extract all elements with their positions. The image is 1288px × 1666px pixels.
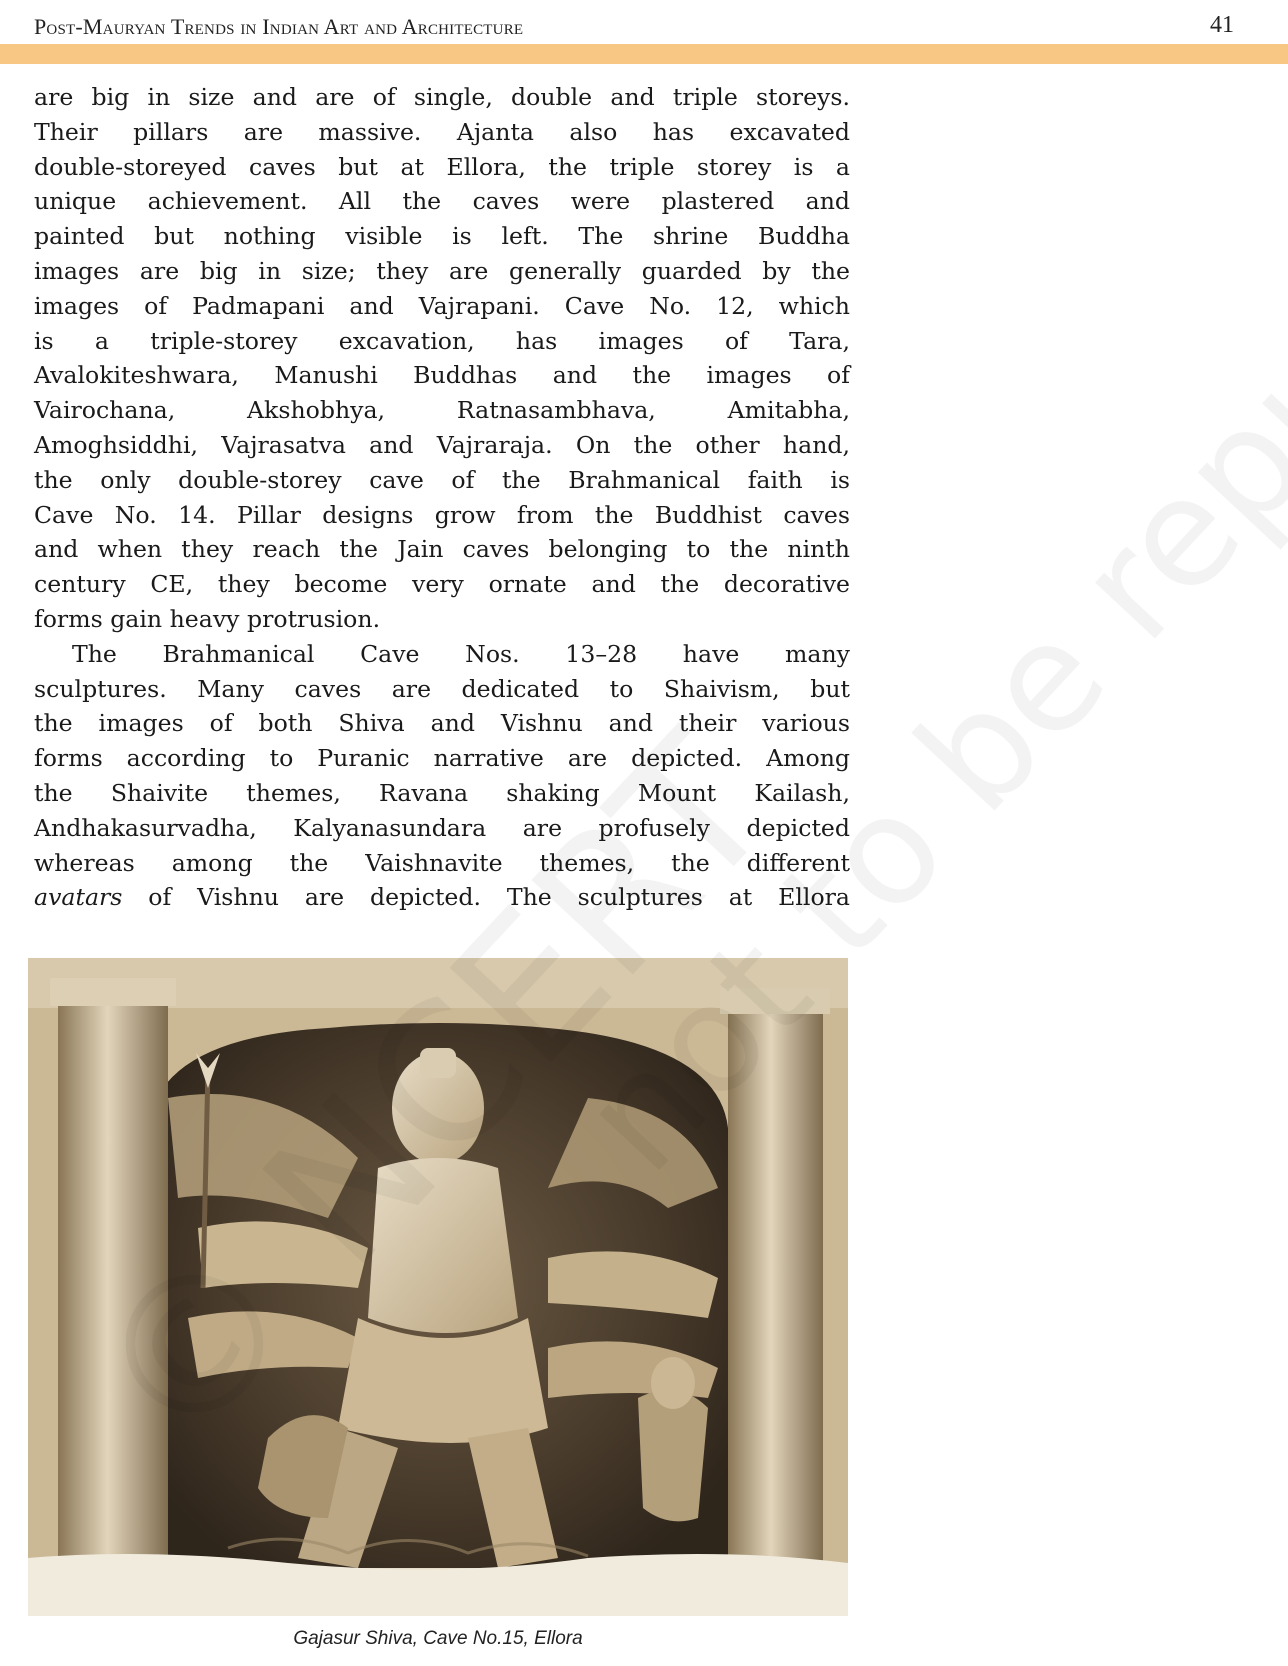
text-line: double-storeyed caves but at Ellora, the triple storey is a [34, 152, 850, 181]
text-line: Amoghsiddhi, Vajrasatva and Vajraraja. On the other hand, [34, 430, 850, 459]
running-header [0, 0, 1288, 44]
text-line-rest: of Vishnu are depicted. The sculptures at Ellora [122, 883, 850, 912]
body-text [34, 80, 850, 915]
text-line: Their pillars are massive. Ajanta also has excavated [34, 117, 850, 146]
text-line: the Shaivite themes, Ravana shaking Mount Kailash, [34, 778, 850, 807]
text-line: sculptures. Many caves are dedicated to Shaivism, but [34, 674, 850, 703]
text-line-last [34, 880, 850, 915]
header-band [0, 44, 1288, 64]
text-line: unique achievement. All the caves were plastered and [34, 187, 850, 216]
text-line: are big in size and are of single, double and triple storeys. [34, 83, 850, 111]
text-line: whereas among the Vaishnavite themes, the different [34, 848, 850, 877]
text-line: Vairochana, Akshobhya, Ratnasambhava, Amitabha, [34, 396, 850, 425]
italic-term: avatars [34, 883, 123, 912]
page-number: 41 [1210, 12, 1234, 38]
figure-caption: Gajasur Shiva, Cave No.15, Ellora [293, 1628, 583, 1649]
text-line: and when they reach the Jain caves belonging to the ninth [34, 535, 850, 564]
text-line: images are big in size; they are generally guarded by the [34, 256, 850, 285]
text-line: The Brahmanical Cave Nos. 13–28 have many [72, 639, 850, 668]
text-line: century CE, they become very ornate and the decorative [34, 570, 850, 599]
text-line: painted but nothing visible is left. The shrine Buddha [34, 222, 850, 251]
text-line: Avalokiteshwara, Manushi Buddhas and the images of [34, 361, 850, 390]
text-line: images of Padmapani and Vajrapani. Cave No. 12, which [34, 291, 850, 320]
text-line: forms according to Puranic narrative are depicted. Among [34, 744, 850, 773]
text-line: Andhakasurvadha, Kalyanasundara are profusely depicted [34, 813, 850, 842]
sculpture-photo [28, 958, 848, 1616]
text-line: forms gain heavy protrusion. [34, 604, 381, 633]
running-title: Post-Mauryan Trends in Indian Art and Architecture [34, 14, 524, 39]
text-line: Cave No. 14. Pillar designs grow from the Buddhist caves [34, 500, 850, 529]
text-line: the only double-storey cave of the Brahmanical faith is [34, 465, 850, 494]
text-line: the images of both Shiva and Vishnu and their various [34, 709, 850, 738]
text-line: is a triple-storey excavation, has images of Tara, [34, 326, 850, 355]
